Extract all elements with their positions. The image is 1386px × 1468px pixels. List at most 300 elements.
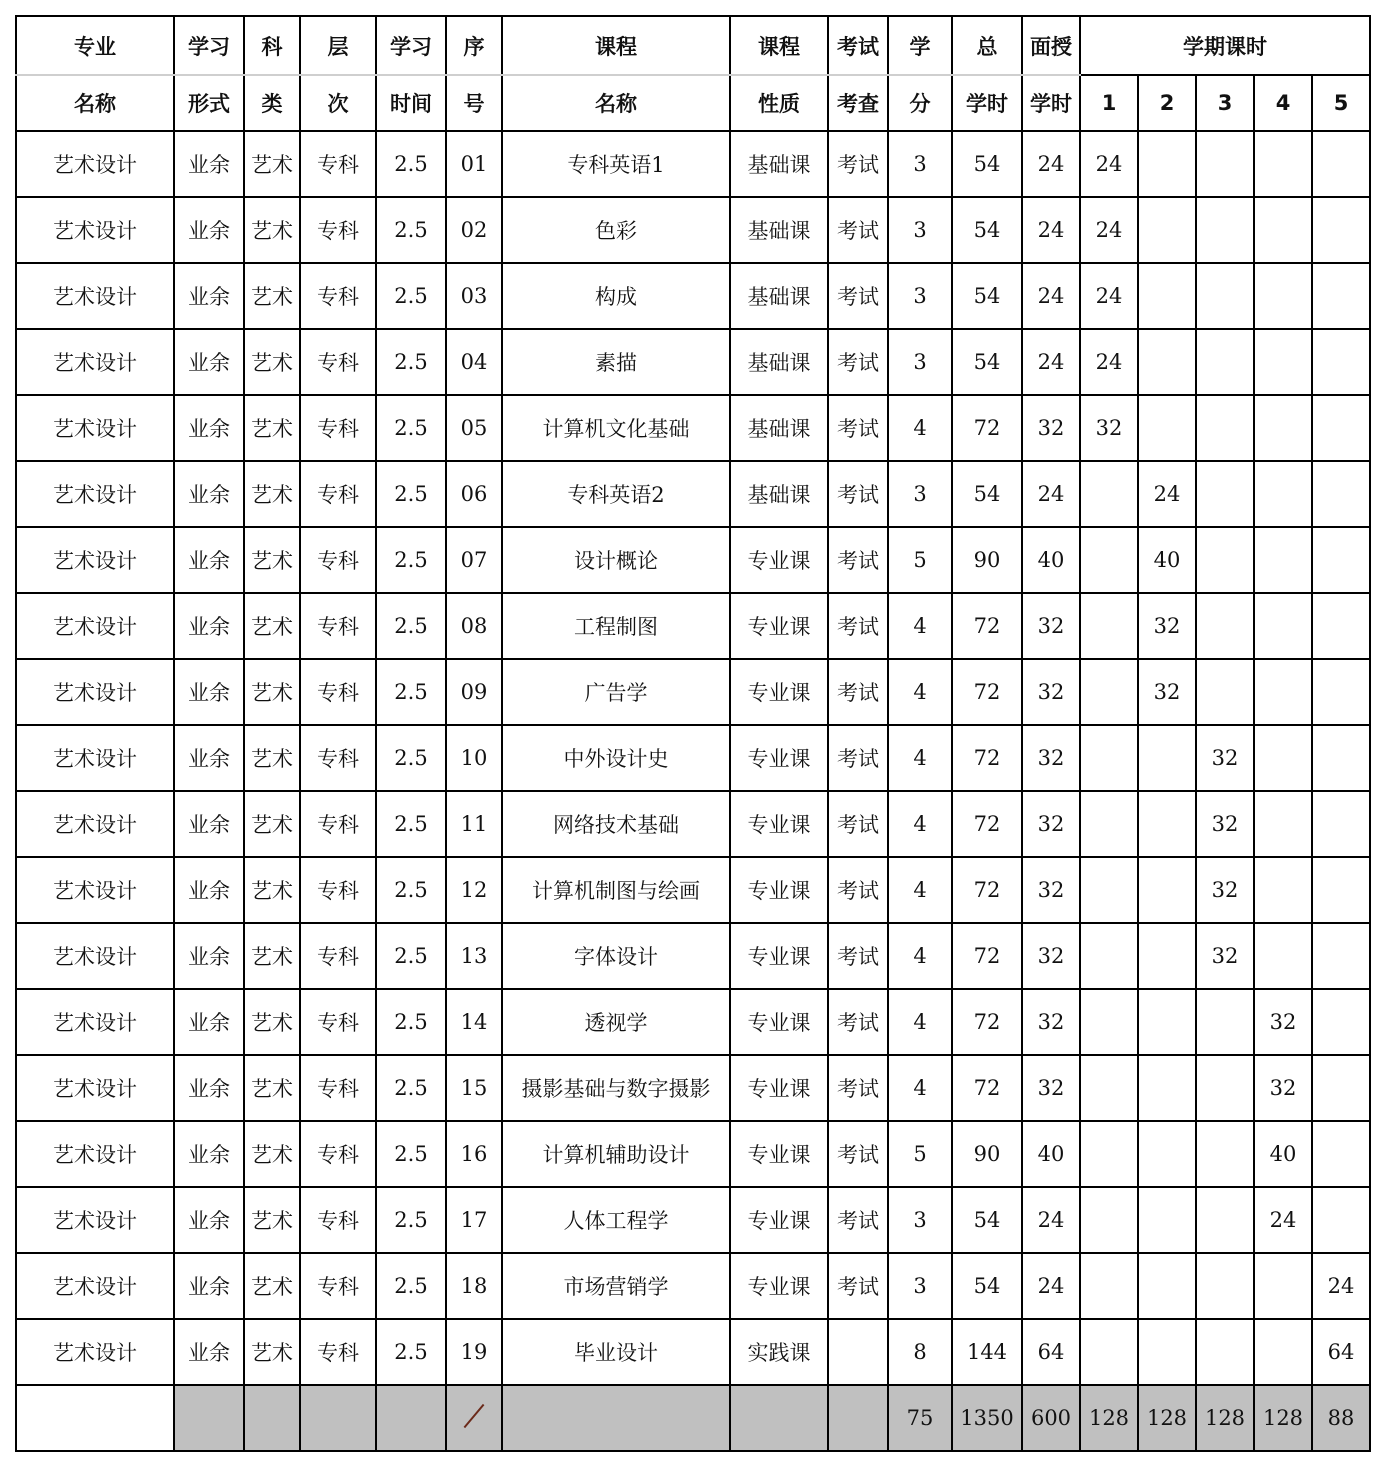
cell-credit: 3 (888, 263, 952, 329)
cell-major: 艺术设计 (16, 527, 174, 593)
cell-semester-3 (1196, 989, 1254, 1055)
cell-semester-2 (1138, 989, 1196, 1055)
cell-major: 艺术设计 (16, 1319, 174, 1385)
cell-semester-4 (1254, 329, 1312, 395)
cell-total: 54 (952, 197, 1022, 263)
cell-total: 54 (952, 461, 1022, 527)
cell-form: 业余 (174, 131, 244, 197)
cell-cat: 艺术 (244, 1121, 300, 1187)
cell-semester-3: 32 (1196, 725, 1254, 791)
cell-exam: 考试 (828, 725, 888, 791)
cell-semester-4: 32 (1254, 1055, 1312, 1121)
header-cell: 性质 (730, 75, 828, 131)
cell-total: 72 (952, 395, 1022, 461)
cell-face: 32 (1022, 1055, 1080, 1121)
cell-cat: 艺术 (244, 923, 300, 989)
cell-face: 32 (1022, 659, 1080, 725)
cell-semester-5 (1312, 263, 1370, 329)
cell-type: 专业课 (730, 659, 828, 725)
cell-type: 专业课 (730, 791, 828, 857)
cell-face: 40 (1022, 1121, 1080, 1187)
cell-semester-1 (1080, 791, 1138, 857)
cell-semester-5 (1312, 131, 1370, 197)
cell-semester-2 (1138, 197, 1196, 263)
cell-time: 2.5 (376, 1319, 446, 1385)
cell-semester-4 (1254, 659, 1312, 725)
cell-level: 专科 (300, 197, 376, 263)
cell-course: 市场营销学 (502, 1253, 730, 1319)
cell-credit: 4 (888, 725, 952, 791)
cell-credit: 4 (888, 395, 952, 461)
cell-credit: 3 (888, 1253, 952, 1319)
cell-course: 设计概论 (502, 527, 730, 593)
cell-no: 07 (446, 527, 502, 593)
header-cell: 考查 (828, 75, 888, 131)
table-row (16, 791, 1370, 857)
cell-face: 24 (1022, 329, 1080, 395)
cell-exam (828, 1319, 888, 1385)
cell-cat: 艺术 (244, 461, 300, 527)
totals-semester-4: 128 (1254, 1385, 1312, 1451)
cell-exam: 考试 (828, 1253, 888, 1319)
cell-semester-5 (1312, 527, 1370, 593)
cell-credit: 4 (888, 989, 952, 1055)
cell-semester-2: 40 (1138, 527, 1196, 593)
cell-form: 业余 (174, 395, 244, 461)
header-cell: 总 (952, 16, 1022, 75)
cell-semester-1 (1080, 461, 1138, 527)
cell-semester-3 (1196, 461, 1254, 527)
cell-time: 2.5 (376, 395, 446, 461)
cell-semester-5 (1312, 395, 1370, 461)
cell-level: 专科 (300, 1187, 376, 1253)
cell-major: 艺术设计 (16, 1121, 174, 1187)
header-cell: 学习 (376, 16, 446, 75)
cell-semester-1 (1080, 1121, 1138, 1187)
cell-time: 2.5 (376, 593, 446, 659)
table-row (16, 263, 1370, 329)
cell-course: 计算机文化基础 (502, 395, 730, 461)
header-row-top (16, 16, 1370, 75)
cell-course: 字体设计 (502, 923, 730, 989)
cell-total: 72 (952, 1055, 1022, 1121)
cell-no: 09 (446, 659, 502, 725)
header-cell: 时间 (376, 75, 446, 131)
cell-form: 业余 (174, 197, 244, 263)
cell-form: 业余 (174, 1319, 244, 1385)
table-row (16, 923, 1370, 989)
cell-semester-1: 24 (1080, 263, 1138, 329)
cell-major: 艺术设计 (16, 725, 174, 791)
cell-semester-3 (1196, 263, 1254, 329)
cell-level: 专科 (300, 1121, 376, 1187)
cell-course: 中外设计史 (502, 725, 730, 791)
cell-time: 2.5 (376, 791, 446, 857)
cell-type: 专业课 (730, 989, 828, 1055)
cell-level: 专科 (300, 923, 376, 989)
cell-face: 32 (1022, 725, 1080, 791)
cell-no: 17 (446, 1187, 502, 1253)
header-semester-cell: 5 (1312, 75, 1370, 131)
cell-semester-4 (1254, 1253, 1312, 1319)
cell-major: 艺术设计 (16, 197, 174, 263)
totals-total: 1350 (952, 1385, 1022, 1451)
header-semester-group: 学期课时 (1080, 16, 1370, 75)
cell-form: 业余 (174, 461, 244, 527)
cell-semester-3 (1196, 329, 1254, 395)
cell-semester-1 (1080, 1187, 1138, 1253)
table-row (16, 131, 1370, 197)
totals-semester-5: 88 (1312, 1385, 1370, 1451)
cell-total: 72 (952, 725, 1022, 791)
cell-exam: 考试 (828, 1121, 888, 1187)
cell-major: 艺术设计 (16, 461, 174, 527)
cell-level: 专科 (300, 527, 376, 593)
header-semester-cell: 3 (1196, 75, 1254, 131)
cell-semester-5 (1312, 1055, 1370, 1121)
cell-exam: 考试 (828, 263, 888, 329)
header-cell: 类 (244, 75, 300, 131)
table-row (16, 395, 1370, 461)
cell-no: 15 (446, 1055, 502, 1121)
header-cell: 学时 (952, 75, 1022, 131)
cell-semester-5 (1312, 989, 1370, 1055)
cell-semester-3 (1196, 1319, 1254, 1385)
cell-level: 专科 (300, 1055, 376, 1121)
cell-semester-3: 32 (1196, 923, 1254, 989)
table-row (16, 593, 1370, 659)
cell-level: 专科 (300, 395, 376, 461)
cell-course: 计算机辅助设计 (502, 1121, 730, 1187)
cell-credit: 3 (888, 329, 952, 395)
cell-semester-1 (1080, 1319, 1138, 1385)
cell-credit: 8 (888, 1319, 952, 1385)
cell-cat: 艺术 (244, 1187, 300, 1253)
cell-major: 艺术设计 (16, 1187, 174, 1253)
cell-semester-4 (1254, 857, 1312, 923)
cell-semester-1 (1080, 923, 1138, 989)
cell-time: 2.5 (376, 1121, 446, 1187)
cell-semester-3 (1196, 659, 1254, 725)
cell-exam: 考试 (828, 395, 888, 461)
cell-level: 专科 (300, 1319, 376, 1385)
cell-type: 基础课 (730, 329, 828, 395)
cell-no: 14 (446, 989, 502, 1055)
table-row (16, 527, 1370, 593)
cell-face: 32 (1022, 395, 1080, 461)
totals-face: 600 (1022, 1385, 1080, 1451)
table-row (16, 461, 1370, 527)
cell-total: 54 (952, 131, 1022, 197)
cell-course: 网络技术基础 (502, 791, 730, 857)
cell-course: 工程制图 (502, 593, 730, 659)
cell-credit: 3 (888, 197, 952, 263)
cell-face: 32 (1022, 791, 1080, 857)
cell-cat: 艺术 (244, 329, 300, 395)
cell-semester-5 (1312, 1187, 1370, 1253)
cell-semester-4: 40 (1254, 1121, 1312, 1187)
cell-credit: 4 (888, 923, 952, 989)
cell-no: 05 (446, 395, 502, 461)
header-semester-cell: 1 (1080, 75, 1138, 131)
cell-semester-2: 32 (1138, 593, 1196, 659)
cell-type: 实践课 (730, 1319, 828, 1385)
cell-time: 2.5 (376, 857, 446, 923)
header-cell: 号 (446, 75, 502, 131)
cell-face: 24 (1022, 1187, 1080, 1253)
cell-cat: 艺术 (244, 527, 300, 593)
cell-level: 专科 (300, 263, 376, 329)
cell-semester-4 (1254, 461, 1312, 527)
cell-level: 专科 (300, 989, 376, 1055)
cell-total: 90 (952, 1121, 1022, 1187)
cell-level: 专科 (300, 791, 376, 857)
cell-credit: 4 (888, 857, 952, 923)
cell-credit: 4 (888, 1055, 952, 1121)
cell-semester-3 (1196, 395, 1254, 461)
cell-semester-3 (1196, 1055, 1254, 1121)
cell-type: 专业课 (730, 593, 828, 659)
cell-time: 2.5 (376, 131, 446, 197)
cell-major: 艺术设计 (16, 131, 174, 197)
cell-total: 90 (952, 527, 1022, 593)
table-row (16, 329, 1370, 395)
cell-course: 摄影基础与数字摄影 (502, 1055, 730, 1121)
totals-semester-3: 128 (1196, 1385, 1254, 1451)
cell-face: 24 (1022, 1253, 1080, 1319)
cell-semester-5 (1312, 1121, 1370, 1187)
cell-semester-1 (1080, 725, 1138, 791)
header-cell: 课程 (730, 16, 828, 75)
cell-semester-2 (1138, 329, 1196, 395)
cell-time: 2.5 (376, 1253, 446, 1319)
cell-level: 专科 (300, 725, 376, 791)
cell-semester-4: 32 (1254, 989, 1312, 1055)
cell-type: 专业课 (730, 1121, 828, 1187)
cell-semester-5 (1312, 923, 1370, 989)
cell-exam: 考试 (828, 1187, 888, 1253)
cell-exam: 考试 (828, 593, 888, 659)
cell-form: 业余 (174, 923, 244, 989)
cell-major: 艺术设计 (16, 263, 174, 329)
cell-semester-2: 32 (1138, 659, 1196, 725)
cell-semester-2 (1138, 395, 1196, 461)
cell-credit: 3 (888, 1187, 952, 1253)
cell-type: 专业课 (730, 923, 828, 989)
cell-semester-4 (1254, 395, 1312, 461)
cell-exam: 考试 (828, 197, 888, 263)
cell-semester-2 (1138, 263, 1196, 329)
totals-empty-cell (502, 1385, 730, 1451)
table-row (16, 1253, 1370, 1319)
cell-semester-1 (1080, 1055, 1138, 1121)
cell-level: 专科 (300, 131, 376, 197)
totals-empty-cell (174, 1385, 244, 1451)
cell-time: 2.5 (376, 263, 446, 329)
cell-semester-4 (1254, 263, 1312, 329)
cell-credit: 3 (888, 131, 952, 197)
cell-form: 业余 (174, 263, 244, 329)
cell-credit: 4 (888, 791, 952, 857)
cell-course: 人体工程学 (502, 1187, 730, 1253)
cell-total: 54 (952, 329, 1022, 395)
header-cell: 分 (888, 75, 952, 131)
cell-no: 08 (446, 593, 502, 659)
cell-semester-3: 32 (1196, 857, 1254, 923)
cell-type: 专业课 (730, 1187, 828, 1253)
totals-empty-cell (376, 1385, 446, 1451)
cell-cat: 艺术 (244, 593, 300, 659)
cell-form: 业余 (174, 725, 244, 791)
cell-semester-5 (1312, 725, 1370, 791)
cell-type: 专业课 (730, 857, 828, 923)
cell-face: 64 (1022, 1319, 1080, 1385)
cell-course: 广告学 (502, 659, 730, 725)
cell-form: 业余 (174, 857, 244, 923)
cell-semester-1 (1080, 659, 1138, 725)
curriculum-table (15, 15, 1371, 1452)
cell-cat: 艺术 (244, 989, 300, 1055)
cell-cat: 艺术 (244, 857, 300, 923)
cell-form: 业余 (174, 527, 244, 593)
cell-no: 06 (446, 461, 502, 527)
cell-type: 专业课 (730, 1055, 828, 1121)
table-row (16, 725, 1370, 791)
header-cell: 次 (300, 75, 376, 131)
cell-exam: 考试 (828, 857, 888, 923)
cell-form: 业余 (174, 593, 244, 659)
cell-semester-1 (1080, 989, 1138, 1055)
cell-level: 专科 (300, 461, 376, 527)
header-cell: 学时 (1022, 75, 1080, 131)
cell-semester-2 (1138, 791, 1196, 857)
cell-no: 01 (446, 131, 502, 197)
cell-semester-2 (1138, 725, 1196, 791)
cell-form: 业余 (174, 1187, 244, 1253)
cell-credit: 4 (888, 659, 952, 725)
cell-cat: 艺术 (244, 1253, 300, 1319)
cell-semester-5: 24 (1312, 1253, 1370, 1319)
cell-semester-4 (1254, 725, 1312, 791)
cell-type: 基础课 (730, 131, 828, 197)
cell-type: 基础课 (730, 197, 828, 263)
header-cell: 名称 (16, 75, 174, 131)
cell-exam: 考试 (828, 461, 888, 527)
totals-empty-cell (446, 1385, 502, 1451)
cell-face: 32 (1022, 857, 1080, 923)
table-row (16, 1319, 1370, 1385)
cell-form: 业余 (174, 329, 244, 395)
cell-no: 16 (446, 1121, 502, 1187)
header-cell: 形式 (174, 75, 244, 131)
cell-course: 专科英语1 (502, 131, 730, 197)
cell-major: 艺术设计 (16, 1253, 174, 1319)
cell-major: 艺术设计 (16, 923, 174, 989)
cell-semester-4 (1254, 1319, 1312, 1385)
cell-face: 32 (1022, 989, 1080, 1055)
cell-semester-5 (1312, 197, 1370, 263)
table-row (16, 197, 1370, 263)
table-row (16, 1055, 1370, 1121)
cell-time: 2.5 (376, 461, 446, 527)
header-cell: 层 (300, 16, 376, 75)
cell-level: 专科 (300, 857, 376, 923)
totals-credit: 75 (888, 1385, 952, 1451)
cell-exam: 考试 (828, 923, 888, 989)
cell-level: 专科 (300, 593, 376, 659)
cell-no: 04 (446, 329, 502, 395)
cell-time: 2.5 (376, 527, 446, 593)
cell-semester-5 (1312, 329, 1370, 395)
cell-time: 2.5 (376, 989, 446, 1055)
header-cell: 学 (888, 16, 952, 75)
cell-semester-4 (1254, 593, 1312, 659)
cell-course: 色彩 (502, 197, 730, 263)
cell-time: 2.5 (376, 923, 446, 989)
cell-cat: 艺术 (244, 131, 300, 197)
cell-semester-2 (1138, 1187, 1196, 1253)
cell-total: 72 (952, 791, 1022, 857)
cell-form: 业余 (174, 1253, 244, 1319)
cell-no: 12 (446, 857, 502, 923)
cell-exam: 考试 (828, 989, 888, 1055)
cell-major: 艺术设计 (16, 989, 174, 1055)
cell-form: 业余 (174, 791, 244, 857)
cell-total: 54 (952, 1187, 1022, 1253)
cell-total: 72 (952, 659, 1022, 725)
cell-semester-5 (1312, 461, 1370, 527)
cell-semester-2 (1138, 923, 1196, 989)
cell-semester-3 (1196, 593, 1254, 659)
cell-time: 2.5 (376, 329, 446, 395)
header-row-bottom (16, 75, 1370, 131)
cell-total: 72 (952, 857, 1022, 923)
cell-face: 24 (1022, 263, 1080, 329)
totals-empty-cell (828, 1385, 888, 1451)
cell-exam: 考试 (828, 329, 888, 395)
cell-exam: 考试 (828, 131, 888, 197)
cell-no: 10 (446, 725, 502, 791)
cell-cat: 艺术 (244, 395, 300, 461)
header-cell: 名称 (502, 75, 730, 131)
cell-no: 13 (446, 923, 502, 989)
cell-semester-2 (1138, 1253, 1196, 1319)
cell-level: 专科 (300, 1253, 376, 1319)
cell-major: 艺术设计 (16, 329, 174, 395)
cell-total: 72 (952, 593, 1022, 659)
cell-face: 40 (1022, 527, 1080, 593)
cell-semester-2 (1138, 1319, 1196, 1385)
cell-semester-2 (1138, 857, 1196, 923)
cell-total: 72 (952, 989, 1022, 1055)
table-row (16, 1187, 1370, 1253)
cell-course: 透视学 (502, 989, 730, 1055)
cell-semester-2: 24 (1138, 461, 1196, 527)
header-cell: 面授 (1022, 16, 1080, 75)
cell-semester-3 (1196, 1187, 1254, 1253)
cell-time: 2.5 (376, 197, 446, 263)
cell-semester-5 (1312, 593, 1370, 659)
cell-semester-5 (1312, 791, 1370, 857)
cell-cat: 艺术 (244, 659, 300, 725)
cell-major: 艺术设计 (16, 659, 174, 725)
cell-no: 18 (446, 1253, 502, 1319)
cell-no: 02 (446, 197, 502, 263)
cell-face: 32 (1022, 923, 1080, 989)
cell-semester-4 (1254, 197, 1312, 263)
cell-cat: 艺术 (244, 791, 300, 857)
cell-semester-1 (1080, 527, 1138, 593)
